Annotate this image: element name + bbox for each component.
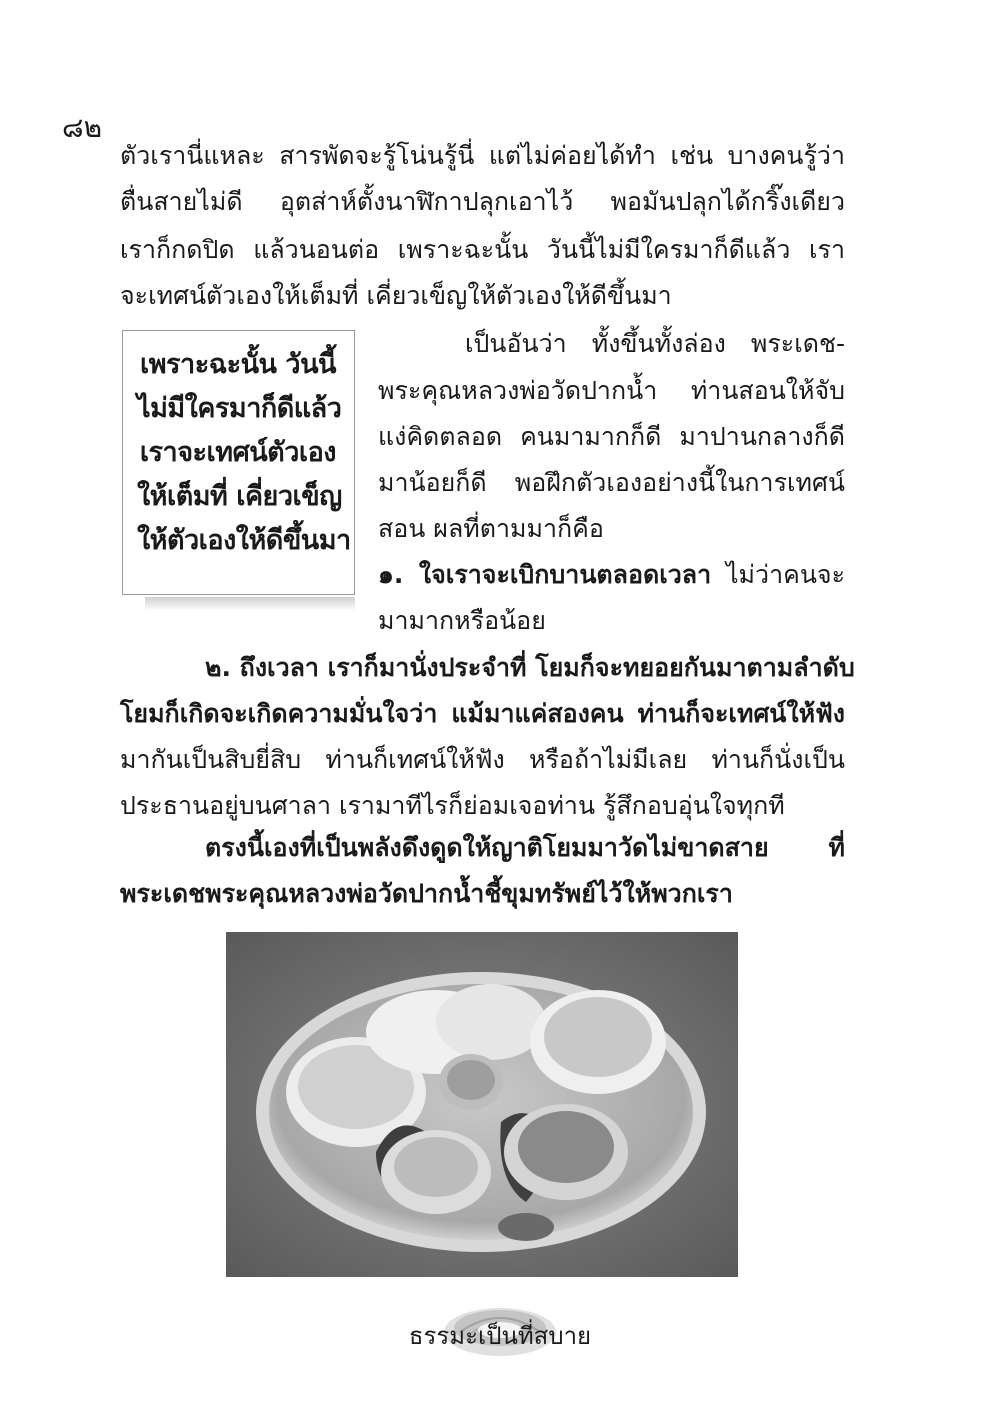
page-number: ๘๒ [62,111,103,144]
paragraph-line: ประธานอยู่บนศาลา เรามาทีไรก็ย่อมเจอท่าน รู้สึกอบอุ่นใจทุกที [120,791,785,820]
food-tray-photo [226,932,738,1277]
paragraph-line: พระคุณหลวงพ่อวัดปากน้ำ ท่านสอนให้จับ [378,376,845,405]
paragraph-line: เป็นอันว่า ทั้งขึ้นทั้งล่อง พระเดช- [465,329,845,358]
conclusion-line: พระเดชพระคุณหลวงพ่อวัดปากน้ำชี้ขุมทรัพย์ไว้ให้พวกเรา [120,879,733,908]
pull-quote-line: ไม่มีใครมาก็ดีแล้ว [137,393,342,424]
point-one-text: ไม่ว่าคนจะ [711,560,845,589]
paragraph-line: เราก็กดปิด แล้วนอนต่อ เพราะฉะนั้น วันนี้ไม่มีใครมาก็ดีแล้ว เรา [120,235,845,264]
paragraph-line: ตื่นสายไม่ดี อุตส่าห์ตั้งนาฬิกาปลุกเอาไว้ พอมันปลุกได้กริ๊งเดียว [120,187,845,216]
point-one-heading: ๑. ใจเราจะเบิกบานตลอดเวลา [378,560,712,589]
pull-quote-shadow [145,597,355,611]
conclusion-line: ตรงนี้เองที่เป็นพลังดึงดูดให้ญาติโยมมาวัดไม่ขาดสาย ที่ [205,833,845,862]
pull-quote-line: ให้ตัวเองให้ดีขึ้นมา [137,525,351,556]
paragraph-line: สอน ผลที่ตามมาก็คือ [378,514,604,543]
food-tray-illustration [226,932,738,1277]
pull-quote-line: ให้เต็มที่ เคี่ยวเข็ญ [137,481,342,512]
pull-quote [122,330,355,595]
page-footer [0,1300,1000,1370]
point-one-line [378,557,845,593]
paragraph-line: จะเทศน์ตัวเองให้เต็มที่ เคี่ยวเข็ญให้ตัวเองให้ดีขึ้นมา [120,281,672,310]
point-one-continuation: มามากหรือน้อย [378,606,546,635]
paragraph-line: มากันเป็นสิบยี่สิบ ท่านก็เทศน์ให้ฟัง หรือถ้าไม่มีเลย ท่านก็นั่งเป็น [120,745,845,774]
pull-quote-line: เราจะเทศน์ตัวเอง [139,437,336,468]
book-title: ธรรมะเป็นที่สบาย [408,1323,592,1350]
paragraph-line: แง่คิดตลอด คนมามากก็ดี มาปานกลางก็ดี [378,422,845,451]
pull-quote-line: เพราะฉะนั้น วันนี้ [140,349,336,380]
point-two-line: โยมก็เกิดจะเกิดความมั่นใจว่า แม้มาแค่สองคน ท่านก็จะเทศน์ให้ฟัง [120,699,845,728]
paragraph-line: มาน้อยก็ดี พอฝึกตัวเองอย่างนี้ในการเทศน์ [378,468,845,497]
point-two-line: ๒. ถึงเวลา เราก็มานั่งประจำที่ โยมก็จะทยอยกันมาตามลำดับ [205,653,855,682]
paragraph-line: ตัวเรานี่แหละ สารพัดจะรู้โน่นรู้นี่ แต่ไม่ค่อยได้ทำ เช่น บางคนรู้ว่า [120,141,845,170]
